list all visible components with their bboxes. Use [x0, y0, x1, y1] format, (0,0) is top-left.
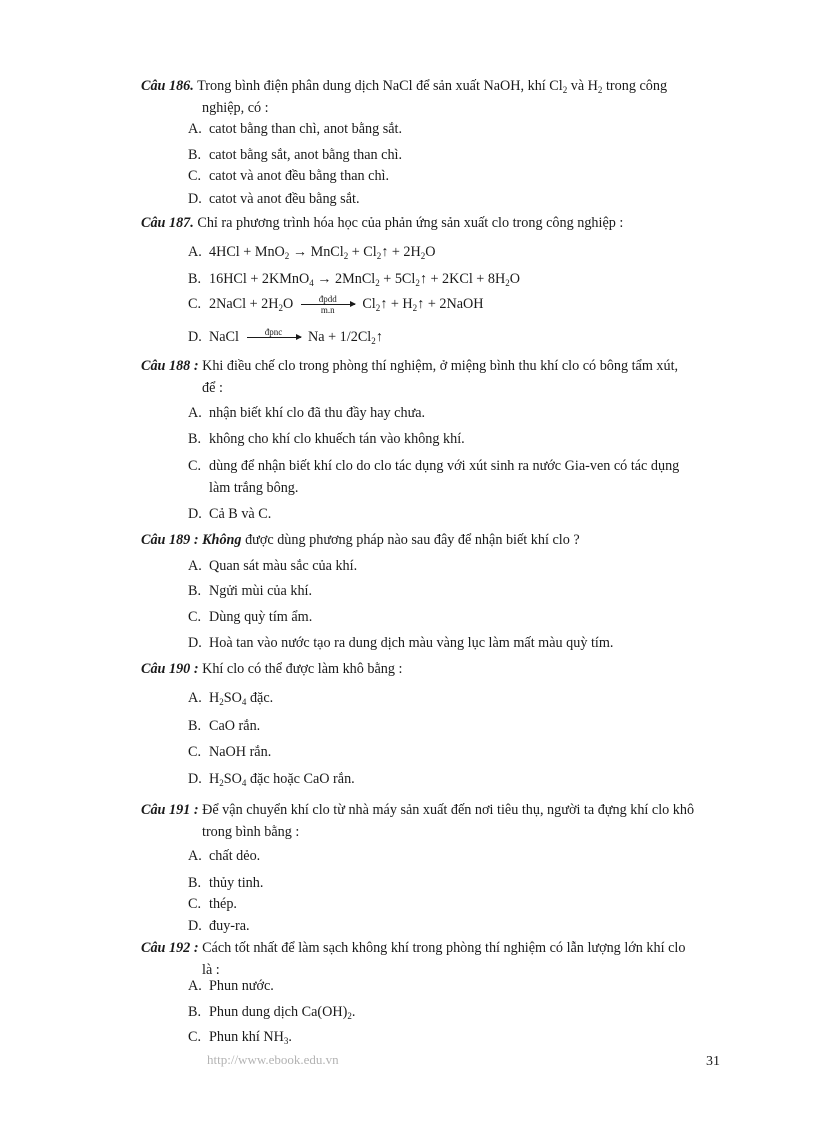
equation: 16HCl + 2KMnO$_4$ → 2MnCl$_2$ + $5Cl_2↑ + 2KCl + 8H_2O$: [209, 271, 520, 288]
arrow-condition: đpnc: [264, 327, 283, 337]
question-191: [141, 799, 729, 843]
option-letter: C.: [188, 609, 202, 625]
question-text: và H: [567, 78, 598, 94]
question-text-cont: nghiệp, có :: [202, 100, 269, 116]
option-b[interactable]: [188, 1002, 355, 1022]
option-text: Phun khí $NH_3$.: [209, 1029, 292, 1046]
option-text: chất dẻo.: [209, 848, 261, 864]
option-text: nhận biết khí clo đã thu đầy hay chưa.: [209, 405, 426, 421]
option-text: Hoà tan vào nước tạo ra dung dịch màu vàng lục làm mất màu quỳ tím.: [209, 635, 614, 651]
option-letter: C.: [188, 458, 202, 474]
option-letter: B.: [188, 1004, 202, 1020]
option-text: Phun dung dịch $Ca(OH)_2$.: [209, 1004, 356, 1021]
question-label: Câu 187.: [141, 215, 194, 231]
option-b[interactable]: [188, 145, 402, 165]
option-letter: C.: [188, 1029, 202, 1045]
option-text-post: .: [288, 1029, 292, 1045]
question-label: Câu 191 :: [141, 802, 199, 818]
equation: 4HCl + MnO$_2$ → MnCl$_2$ + $Cl_2↑ + 2H_2O$: [209, 244, 436, 261]
option-c[interactable]: [188, 894, 237, 914]
option-letter: D.: [188, 771, 202, 787]
question-text-cont: trong bình bằng :: [202, 824, 300, 840]
option-a[interactable]: [188, 846, 260, 866]
question-text: Khí clo có thể được làm khô bằng :: [202, 661, 403, 677]
subscript: 2: [562, 85, 568, 95]
option-c[interactable]: [188, 166, 389, 186]
option-letter: B.: [188, 718, 202, 734]
option-d[interactable]: [188, 769, 355, 789]
option-text: thủy tinh.: [209, 875, 264, 891]
option-letter: C.: [188, 168, 202, 184]
option-letter: B.: [188, 431, 202, 447]
equation: NaCl đpnc $Na + 1/2Cl_2↑$: [209, 329, 383, 345]
option-text-tail: đặc.: [246, 690, 274, 706]
option-d[interactable]: [188, 327, 383, 349]
option-b[interactable]: [188, 269, 520, 289]
question-text: Để vận chuyển khí clo từ nhà máy sản xuất đến nơi tiêu thụ, người ta đựng khí clo khô: [202, 802, 695, 818]
option-letter: D.: [188, 191, 202, 207]
question-label: Câu 186.: [141, 78, 194, 94]
option-c[interactable]: [188, 1027, 292, 1047]
option-c[interactable]: [188, 294, 484, 316]
option-a[interactable]: [188, 688, 273, 708]
option-text: $H_2SO_4$ đặc hoặc CaO rắn.: [209, 771, 355, 788]
option-letter: D.: [188, 506, 202, 522]
option-text: Quan sát màu sắc của khí.: [209, 558, 358, 574]
option-a[interactable]: [188, 976, 274, 996]
option-letter: C.: [188, 896, 202, 912]
option-a[interactable]: [188, 556, 357, 576]
arrow-condition: m.n: [320, 305, 335, 315]
option-letter: C.: [188, 744, 202, 760]
question-190: [141, 658, 729, 680]
option-d[interactable]: [188, 504, 271, 524]
option-a[interactable]: [188, 119, 402, 139]
option-text: Dùng quỳ tím ẩm.: [209, 609, 313, 625]
option-letter: D.: [188, 918, 202, 934]
option-a[interactable]: [188, 403, 425, 423]
option-text: catot bằng than chì, anot bằng sắt.: [209, 121, 403, 137]
option-text: catot và anot đều bằng sắt.: [209, 191, 360, 207]
option-c[interactable]: [188, 742, 271, 762]
question-text-cont: là :: [202, 962, 220, 978]
option-text: đuy-ra.: [209, 918, 250, 934]
option-c[interactable]: [188, 607, 312, 627]
footer-url[interactable]: http://www.ebook.edu.vn: [207, 1052, 339, 1067]
option-d[interactable]: [188, 633, 613, 653]
option-b[interactable]: [188, 429, 465, 449]
arrow-condition: đpdd: [318, 294, 337, 304]
question-187: [141, 212, 729, 234]
option-b[interactable]: [188, 716, 260, 736]
negation-emphasis: Không: [202, 532, 242, 548]
option-text: Ngửi mùi của khí.: [209, 583, 313, 599]
option-d[interactable]: [188, 189, 360, 209]
option-letter: B.: [188, 875, 202, 891]
option-text: $H_2SO_4$ đặc.: [209, 690, 274, 707]
option-text-pre: Phun dung dịch Ca(OH): [209, 1004, 348, 1020]
question-192: [141, 937, 729, 981]
option-b[interactable]: [188, 581, 312, 601]
question-189: [141, 529, 729, 551]
option-text-cont: làm trắng bông.: [209, 480, 299, 496]
question-text: Khi điều chế clo trong phòng thí nghiệm, ở miệng bình thu khí clo có bông tẩm xút,: [202, 358, 679, 374]
question-label: Câu 188 :: [141, 358, 199, 374]
option-letter: B.: [188, 583, 202, 599]
subscript: 2: [597, 85, 603, 95]
reaction-arrow: [247, 327, 301, 349]
option-a[interactable]: [188, 242, 435, 262]
option-letter: A.: [188, 848, 202, 864]
option-text-pre: Phun khí NH: [209, 1029, 284, 1045]
option-letter: A.: [188, 978, 202, 994]
option-text: catot bằng sắt, anot bằng than chì.: [209, 147, 403, 163]
option-letter: D.: [188, 329, 202, 346]
question-text: Chỉ ra phương trình hóa học của phản ứng sản xuất clo trong công nghiệp :: [197, 215, 624, 231]
question-text-cont: để :: [202, 380, 223, 396]
option-letter: A.: [188, 405, 202, 421]
option-text-tail: đặc hoặc CaO rắn.: [246, 771, 355, 787]
option-letter: A.: [188, 690, 202, 706]
question-186: [141, 75, 729, 119]
option-letter: A.: [188, 558, 202, 574]
question-label: Câu 189 :: [141, 532, 199, 548]
option-text: thép.: [209, 896, 237, 912]
equation: 2NaCl + $2H_2O$ đpdd m.n $Cl_2↑$ + $H_2↑$ + 2NaOH: [209, 294, 484, 315]
question-188: [141, 355, 729, 399]
question-label: Câu 190 :: [141, 661, 199, 677]
option-letter: C.: [188, 296, 202, 313]
question-text: được dùng phương pháp nào sau đây để nhận biết khí clo ?: [241, 532, 580, 548]
option-b[interactable]: [188, 873, 263, 893]
option-letter: A.: [188, 121, 202, 137]
option-text: không cho khí clo khuếch tán vào không khí.: [209, 431, 465, 447]
option-text: dùng để nhận biết khí clo do clo tác dụng với xút sinh ra nước Gia-ven có tác dụng: [209, 458, 680, 474]
option-text: Cả B và C.: [209, 506, 272, 522]
page-number: 31: [706, 1054, 720, 1069]
option-letter: A.: [188, 244, 202, 260]
option-letter: D.: [188, 635, 202, 651]
option-text: catot và anot đều bằng than chì.: [209, 168, 390, 184]
question-text: Cách tốt nhất để làm sạch không khí trong phòng thí nghiệm có lẫn lượng lớn khí clo: [202, 940, 686, 956]
option-d[interactable]: [188, 916, 250, 936]
option-letter: B.: [188, 271, 202, 287]
option-text: NaOH rắn.: [209, 744, 272, 760]
option-c[interactable]: [188, 455, 729, 499]
question-text: Trong bình điện phân dung dịch NaCl để sản xuất NaOH, khí Cl: [197, 78, 563, 94]
option-text: Phun nước.: [209, 978, 274, 994]
option-letter: B.: [188, 147, 202, 163]
question-text: trong công: [602, 78, 668, 94]
question-label: Câu 192 :: [141, 940, 199, 956]
option-text-post: .: [351, 1004, 356, 1020]
reaction-arrow: [301, 294, 355, 316]
option-text: CaO rắn.: [209, 718, 261, 734]
